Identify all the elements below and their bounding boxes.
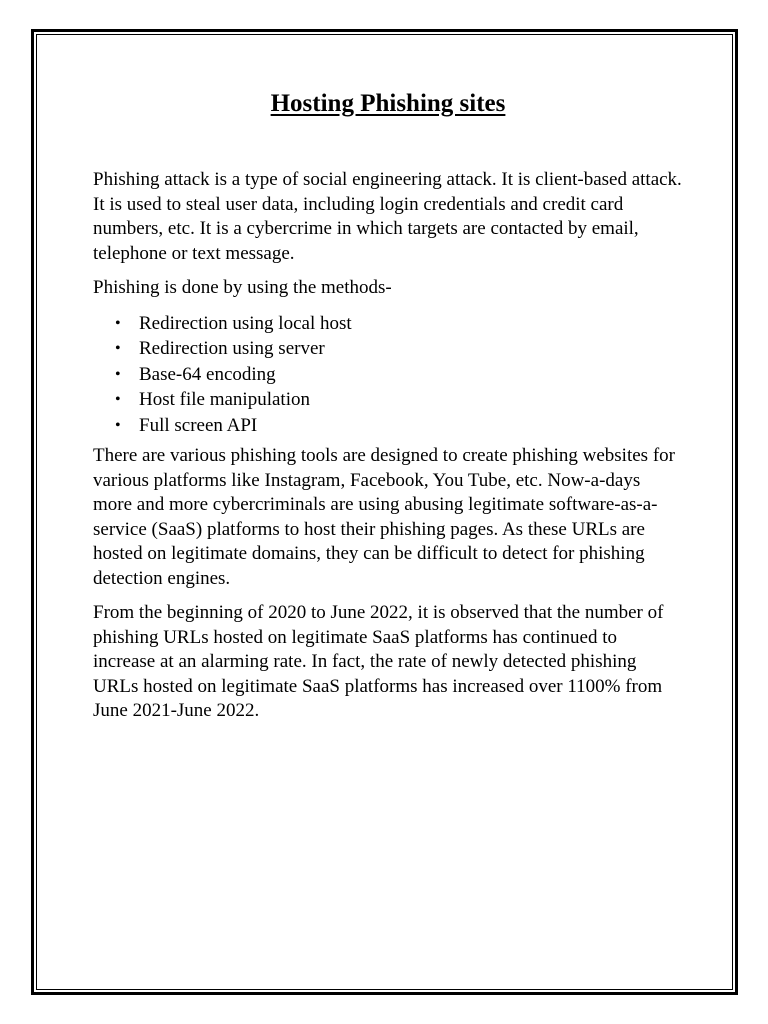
intro-paragraph: Phishing attack is a type of social engineering attack. It is client-based attack. It is used to steal user data, including login credentials and credit card numbers, etc. It is a cybercrime in which targets are contacted by email, telephone or text message.: [93, 169, 682, 264]
list-item-label: Host file manipulation: [139, 389, 310, 410]
bullet-icon: •: [115, 340, 121, 357]
list-item-label: Full screen API: [139, 414, 258, 436]
bullet-icon: •: [115, 365, 121, 383]
list-item: [93, 387, 683, 413]
methods-intro-paragraph: Phishing is done by using the methods-: [93, 277, 392, 298]
list-item: [93, 311, 683, 337]
list-item-label: Redirection using local host: [139, 312, 352, 334]
page-title: Hosting Phishing sites: [270, 90, 506, 117]
bullet-icon: •: [115, 314, 121, 332]
bullet-icon: •: [115, 416, 121, 434]
stats-paragraph: From the beginning of 2020 to June 2022, it is observed that the number of phishing URLs hosted on legitimate SaaS platforms has continued to increase at an alarming rate. In fact, the rate of newly detected phishing URLs hosted on legitimate SaaS platforms has increased over 1100% from June 2021-June 2022.: [93, 602, 664, 721]
list-item: [93, 336, 683, 362]
document-body: [93, 86, 683, 734]
list-item-label: Redirection using server: [139, 338, 325, 359]
list-item: [93, 413, 683, 439]
list-item: [93, 362, 683, 388]
bullet-icon: •: [115, 391, 121, 408]
list-item-label: Base-64 encoding: [139, 363, 276, 385]
methods-list: [93, 311, 683, 439]
tools-paragraph: There are various phishing tools are designed to create phishing websites for various platforms like Instagram, Facebook, You Tube, etc. Now-a-days more and more cybercriminals are using abusing legitimate software-as-a-service (SaaS) platforms to host their phishing pages. As these URLs are hosted on legitimate domains, they can be difficult to detect for phishing detection engines.: [93, 445, 675, 589]
